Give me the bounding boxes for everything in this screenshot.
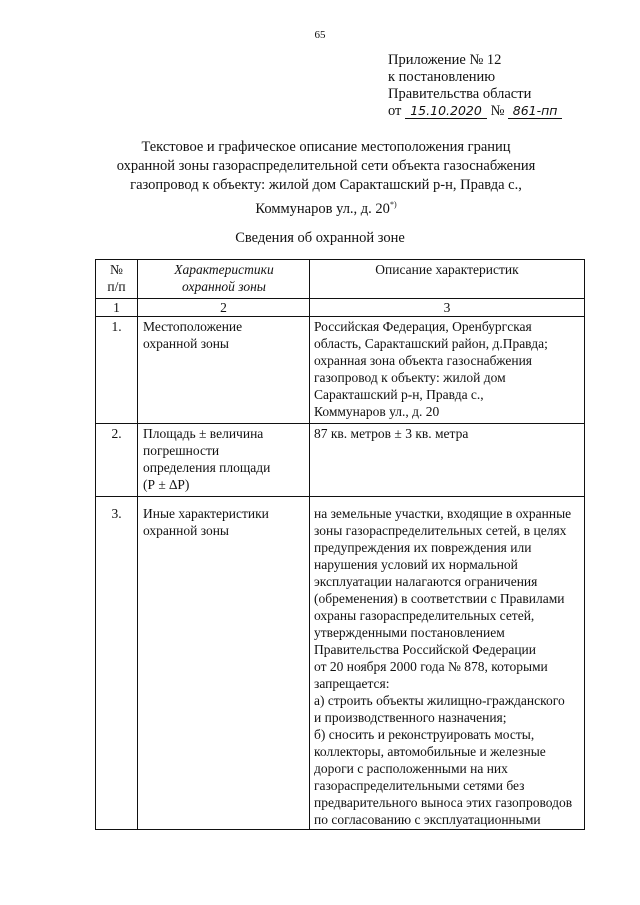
column-number: 3 [310, 299, 585, 317]
column-number: 2 [138, 299, 310, 317]
zone-info-table [95, 259, 585, 830]
title-line-3: газопровод к объекту: жилой дом Саракташский р-н, Правда с., [130, 177, 522, 193]
appendix-line-1: Приложение № 12 [388, 52, 502, 68]
row-description: 87 кв. метров ± 3 кв. метра [310, 424, 585, 497]
title-line-1: Текстовое и графическое описание местоположения границ [141, 139, 511, 155]
page-number: 65 [314, 29, 326, 41]
title-line-4-wrap [100, 195, 552, 219]
table-row [96, 497, 585, 830]
number-label: № [490, 103, 505, 119]
row-characteristic: Местоположение охранной зоны [138, 317, 310, 424]
from-label: от [388, 103, 402, 119]
table-row [96, 317, 585, 424]
header-characteristic: Характеристики охранной зоны [138, 260, 310, 299]
row-description: Российская Федерация, Оренбургская область, Саракташский район, д.Правда; охранная зона объекта газоснабжения газопровод к объекту: жилой дом Саракташский р-н, Правда с., Коммунаров ул., д. 20 [310, 317, 585, 424]
header-number: № п/п [96, 260, 138, 299]
row-characteristic: Иные характеристики охранной зоны [138, 497, 310, 830]
table-header-row [96, 260, 585, 299]
row-number: 3. [96, 497, 138, 830]
handwritten-date: 15.10.2020 [405, 104, 487, 119]
column-number-row [96, 299, 585, 317]
row-characteristic: Площадь ± величина погрешности определения площади (Р ± ∆Р) [138, 424, 310, 497]
footnote-mark: *) [389, 200, 397, 209]
appendix-line-3: Правительства области [388, 86, 532, 102]
appendix-line-2: к постановлению [388, 69, 496, 85]
appendix-block [388, 52, 562, 120]
title-line-2: охранной зоны газораспределительной сети объекта газоснабжения [116, 158, 536, 174]
table-row [96, 424, 585, 497]
row-description: на земельные участки, входящие в охранные зоны газораспределительных сетей, в целях предупреждения их повреждения или нарушения условий их нормальной эксплуатации налагаются ограничения (обременения) в соответствии с Правилами охраны газораспределительных сетей, утвержденными постановлением Правительства Российской Федерации от 20 ноября 2000 года № 878, которыми запрещается: а) строить объекты жилищно-гражданского и производственного назначения; б) сносить и реконструировать мосты, коллекторы, автомобильные и железные дороги с расположенными на них газораспределительными сетями без предварительного выноса этих газопроводов по согласованию с эксплуатационными [310, 497, 585, 830]
section-subtitle: Сведения об охранной зоне [235, 230, 405, 246]
handwritten-number: 861-пп [508, 104, 562, 119]
title-line-4: Коммунаров ул., д. 20 [255, 200, 390, 217]
appendix-date-line [388, 103, 562, 120]
row-number: 1. [96, 317, 138, 424]
column-number: 1 [96, 299, 138, 317]
row-number: 2. [96, 424, 138, 497]
document-title [100, 138, 552, 219]
header-description: Описание характеристик [310, 260, 585, 299]
